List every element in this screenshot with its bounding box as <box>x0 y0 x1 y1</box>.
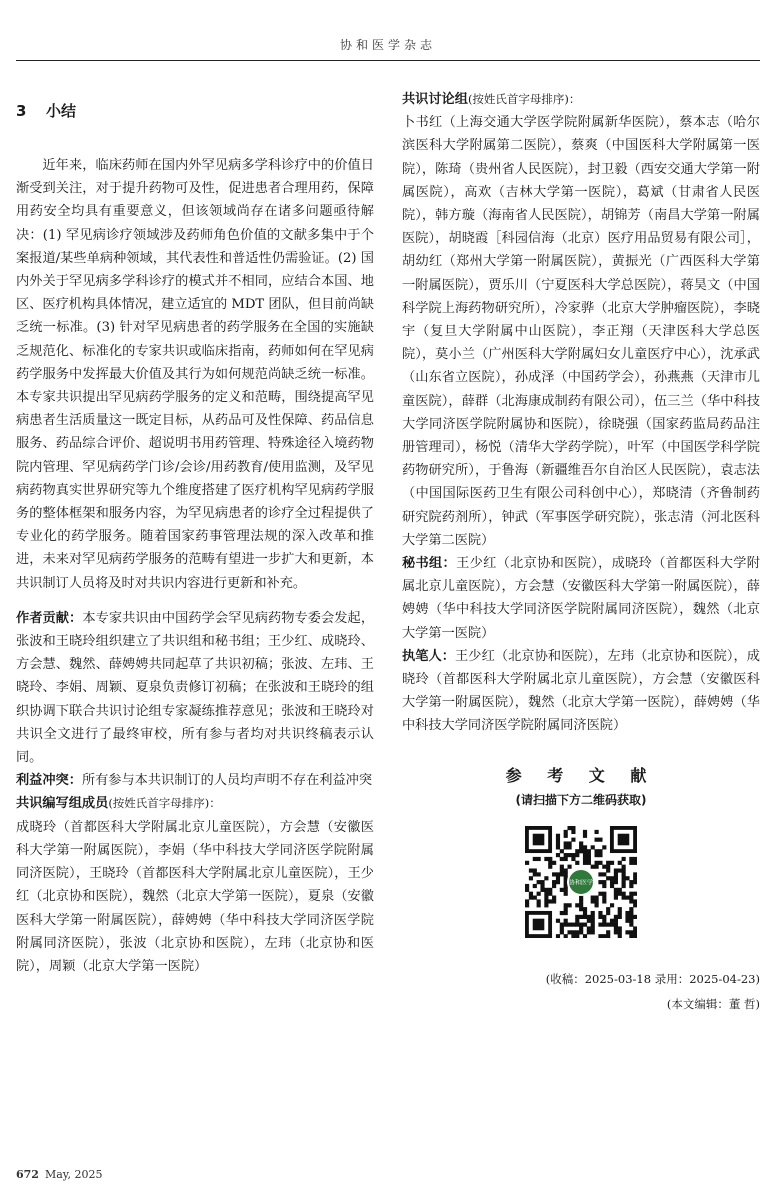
discussion-group-text: 卜书红（上海交通大学医学院附属新华医院），蔡本志（哈尔滨医科大学附属第二医院），蔡爽（中国医科大学附属第一医院），陈琦（贵州省人民医院），封卫毅（西安交通大学第一附属医院），高欢（吉林大学第一医院），葛斌（甘肃省人民医院），韩方璇（海南省人民医院），胡锦芳（南昌大学第一附属医院），胡晓霞［科园信海（北京）医疗用品贸易有限公司］，胡幼红（郑州大学第一附属医院），黄振光（广西医科大学第一附属医院），贾乐川（宁夏医科大学总医院），蒋昊文（中国科学院上海药物研究所），冷家骅（北京大学肿瘤医院），李晓宇（复旦大学附属中山医院），李正翔（天津医科大学总医院），莫小兰（广州医科大学附属妇女儿童医疗中心），沈承武（山东省立医院），孙成泽（中国药学会），孙燕燕（天津市儿童医院），薛群（北海康成制药有限公司），伍三兰（华中科技大学同济医学院附属协和医院），徐晓强（国家药监局药品注册管理司），杨悦（清华大学药学院），叶军（中国医学科学院药物研究所），于鲁海（新疆维吾尔自治区人民医院），袁志法（中国国际医药卫生有限公司科创中心），郑晓清（齐鲁制药研究院药剂所），钟武（军事医学研究院），张志清（河北医科大学第二医院） <box>402 115 760 548</box>
writers-text: 王少红（北京协和医院），左玮（北京协和医院），成晓玲（首都医科大学附属北京儿童医院），方会慧（安徽医科大学第一附属医院），魏然（北京大学第一医院），薛娉娉（华中科技大学同济医学院附属同济医院） <box>402 648 760 734</box>
secretary-label: 秘书组： <box>402 556 457 572</box>
contribution-text: 本专家共识由中国药学会罕见病药物专委会发起，张波和王晓玲组织建立了共识组和秘书组；王少红、成晓玲、方会慧、魏然、薛娉娉共同起草了共识初稿；张波、左玮、王晓玲、李娟、周颖、夏泉负责修订初稿；在张波和王晓玲的组织协调下联合共识讨论组专家凝练推荐意见；张波和王晓玲对共识全文进行了最终审校，所有参与者均对共识终稿表示认同。 <box>16 610 375 766</box>
page-footer <box>16 1168 103 1181</box>
section-number: 3 <box>16 102 27 120</box>
left-column <box>16 88 374 978</box>
discussion-group-label: 共识讨论组 <box>402 92 468 107</box>
discussion-group <box>402 88 760 552</box>
writing-group-text: 成晓玲（首都医科大学附属北京儿童医院），方会慧（安徽医科大学第一附属医院），李娟（华中科技大学同济医学院附属同济医院），王晓玲（首都医科大学附属北京儿童医院），王少红（北京协和医院），魏然（北京大学第一医院），夏泉（安徽医科大学第一附属医院），薛娉娉（华中科技大学同济医学院附属同济医院），张波（北京协和医院），左玮（北京协和医院），周颖（北京大学第一医院） <box>16 819 374 974</box>
secretary-group <box>402 552 760 645</box>
conflict-of-interest <box>16 769 374 792</box>
summary-paragraph: 近年来，临床药师在国内外罕见病多学科诊疗中的价值日渐受到关注，对于提升药物可及性，促进患者合理用药，保障用药安全均具有重要意义，但该领域尚存在诸多问题亟待解决：(1) 罕见病诊疗领域涉及药师角色价值的文献多集中于个案报道/某些单病种领域，其代表性和普适性仍需验证。(2) 国内外关于罕见病多学科诊疗的模式并不相同，应结合本国、地区、医疗机构具体情况，建立适宜的 MDT 团队，但目前尚缺乏统一标准。(3) 针对罕见病患者的药学服务在全国的实施缺乏规范化、标准化的专家共识或临床指南，药师如何在罕见病药学服务中发挥最大价值及其行为如何规范尚缺乏统一标准。本专家共识提出罕见病药学服务的定义和范畴，围绕提高罕见病患者生活质量这一既定目标，从药品可及性保障、药品信息服务、药品综合评价、超说明书用药管理、特殊途径入境药物院内管理、罕见病药学门诊/会诊/用药教育/使用监测，及罕见病药物真实世界研究等九个维度搭建了医疗机构罕见病药学服务的整体框架和服务内容，为罕见病患者的诊疗全过程提供了专业化的药学服务。随着国家药事管理法规的深入改革和推进，未来对罕见病药学服务的范畴有望进一步扩大和更新，本共识制订人员将及时对共识内容进行更新和补充。 <box>16 158 374 591</box>
secretary-text: 王少红（北京协和医院），成晓玲（首都医科大学附属北京儿童医院），方会慧（安徽医科大学第一附属医院），薛娉娉（华中科技大学同济医学院附属同济医院），魏然（北京大学第一医院） <box>402 556 760 641</box>
writing-group <box>16 792 374 978</box>
section-title: 小结 <box>46 102 77 120</box>
references-title: 参 考 文 献 <box>505 765 657 785</box>
writers-label: 执笔人： <box>402 648 456 664</box>
qr-code-graphic <box>525 826 637 938</box>
qr-code[interactable] <box>525 826 637 938</box>
section-heading <box>16 100 374 124</box>
page-number: 672 <box>16 1168 39 1181</box>
header-rule <box>16 60 760 61</box>
references-subtitle: (请扫描下方二维码获取) <box>515 792 647 807</box>
journal-header: 协和医学杂志 <box>339 38 436 52</box>
conflict-text: 所有参与本共识制订的人员均声明不存在利益冲突 <box>81 773 373 789</box>
received-accepted-dates: (收稿：2025-03-18 录用：2025-04-23) <box>545 972 760 987</box>
conflict-label: 利益冲突： <box>16 773 82 789</box>
footer-date: May, 2025 <box>44 1168 103 1181</box>
author-contribution <box>16 607 374 769</box>
qr-logo-text: 协和医学 <box>568 879 594 887</box>
contribution-label: 作者贡献： <box>16 610 83 626</box>
right-column <box>402 88 760 1017</box>
writers-group <box>402 645 760 738</box>
discussion-group-note: (按姓氏首字母排序)： <box>467 92 581 106</box>
article-editor: (本文编辑：董 哲) <box>666 997 760 1012</box>
writing-group-label: 共识编写组成员 <box>16 796 109 812</box>
writing-group-note: (按姓氏首字母排序)： <box>108 796 221 811</box>
